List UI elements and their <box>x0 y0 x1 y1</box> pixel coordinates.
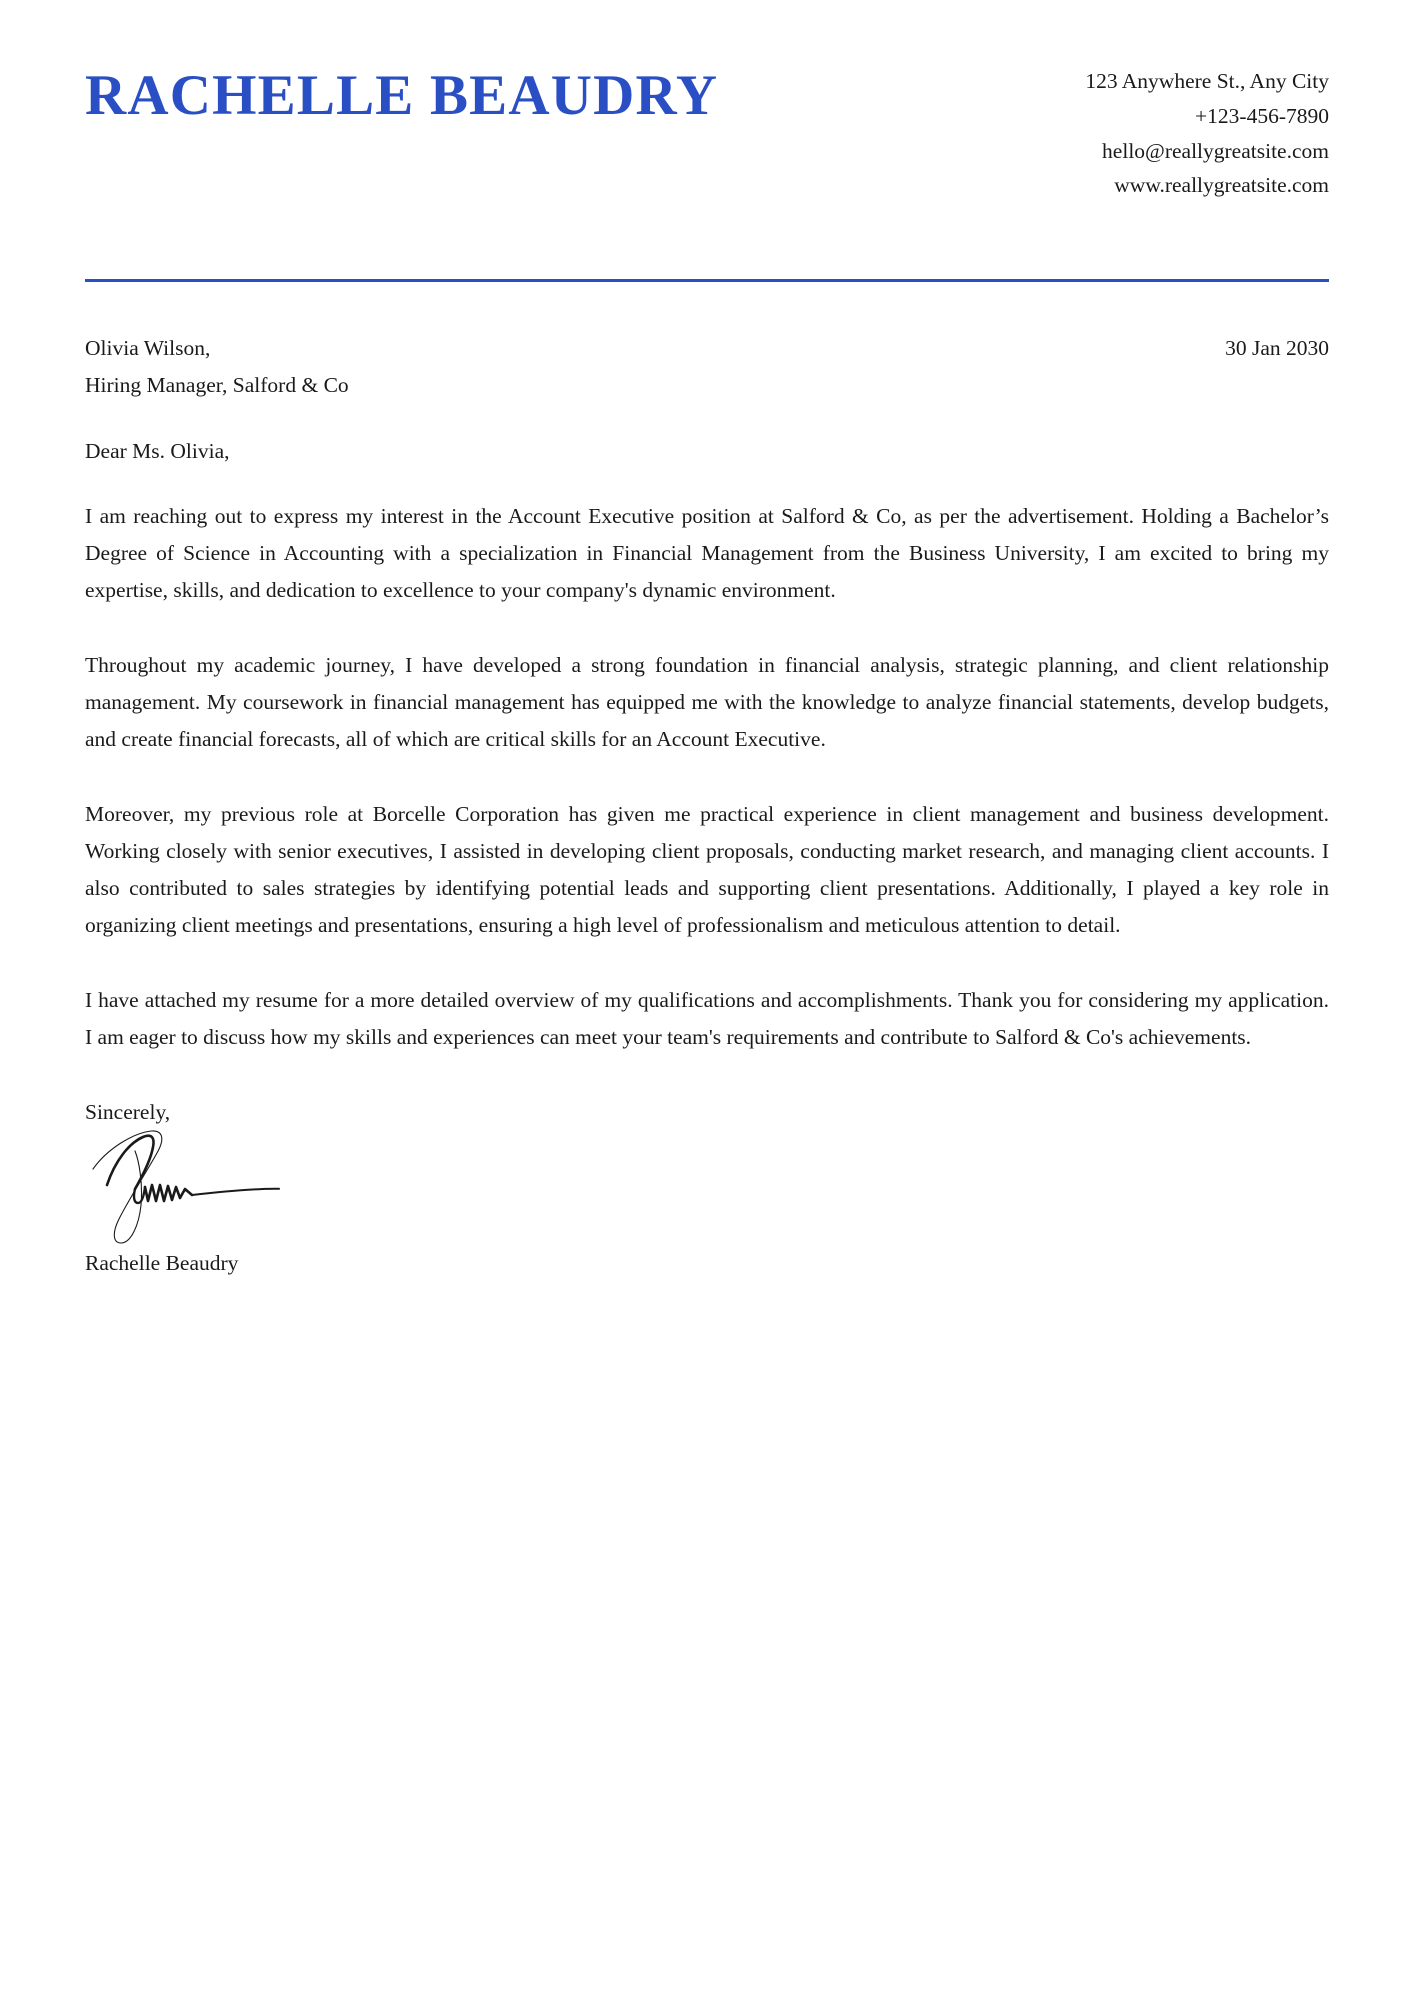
recipient-row <box>85 330 1329 404</box>
header-divider <box>85 279 1329 282</box>
signature-icon <box>85 1127 305 1247</box>
contact-phone: +123-456-7890 <box>1195 103 1329 128</box>
body-paragraph: Throughout my academic journey, I have developed a strong foundation in financial analysis, strategic planning, and client relationship management. My coursework in financial management has equipped me with the knowledge to analyze financial statements, develop budgets, and create financial forecasts, all of which are critical skills for an Account Executive. <box>85 653 1329 752</box>
contact-email: hello@reallygreatsite.com <box>1102 138 1329 163</box>
letter-body <box>85 498 1329 1056</box>
signoff-text: Sincerely, <box>85 1099 171 1124</box>
body-paragraph: Moreover, my previous role at Borcelle Corporation has given me practical experience in client management and business development. Working closely with senior executives, I assisted in developing client proposals, conducting market research, and managing client accounts. I also contributed to sales strategies by identifying potential leads and supporting client presentations. Additionally, I played a key role in organizing client meetings and presentations, ensuring a high level of professionalism and meticulous attention to detail. <box>85 802 1329 937</box>
recipient-name: Olivia Wilson, <box>85 336 211 361</box>
signoff-name: Rachelle Beaudry <box>85 1250 239 1275</box>
letter-header <box>85 0 1329 203</box>
recipient-title-company: Hiring Manager, Salford & Co <box>85 373 349 398</box>
letter-closing <box>85 1100 1329 1276</box>
contact-website: www.reallygreatsite.com <box>1114 173 1329 198</box>
letter-date: 30 Jan 2030 <box>1225 336 1329 361</box>
recipient-block <box>85 330 349 404</box>
body-paragraph: I have attached my resume for a more detailed overview of my qualifications and accomplishments. Thank you for considering my application. I am eager to discuss how my skills and experiences can meet your team's requirements and contribute to Salford & Co's achievements. <box>85 987 1329 1049</box>
salutation: Dear Ms. Olivia, <box>85 439 230 464</box>
body-paragraph: I am reaching out to express my interest in the Account Executive position at Salford & Co, as per the advertisement. Holding a Bachelor’s Degree of Science in Accounting with a specialization in Financial Management from the Business University, I am excited to bring my expertise, skills, and dedication to excellence to your company's dynamic environment. <box>85 504 1329 603</box>
sender-name: RACHELLE BEAUDRY <box>85 64 719 127</box>
contact-block <box>1085 56 1329 203</box>
contact-address: 123 Anywhere St., Any City <box>1085 69 1329 93</box>
